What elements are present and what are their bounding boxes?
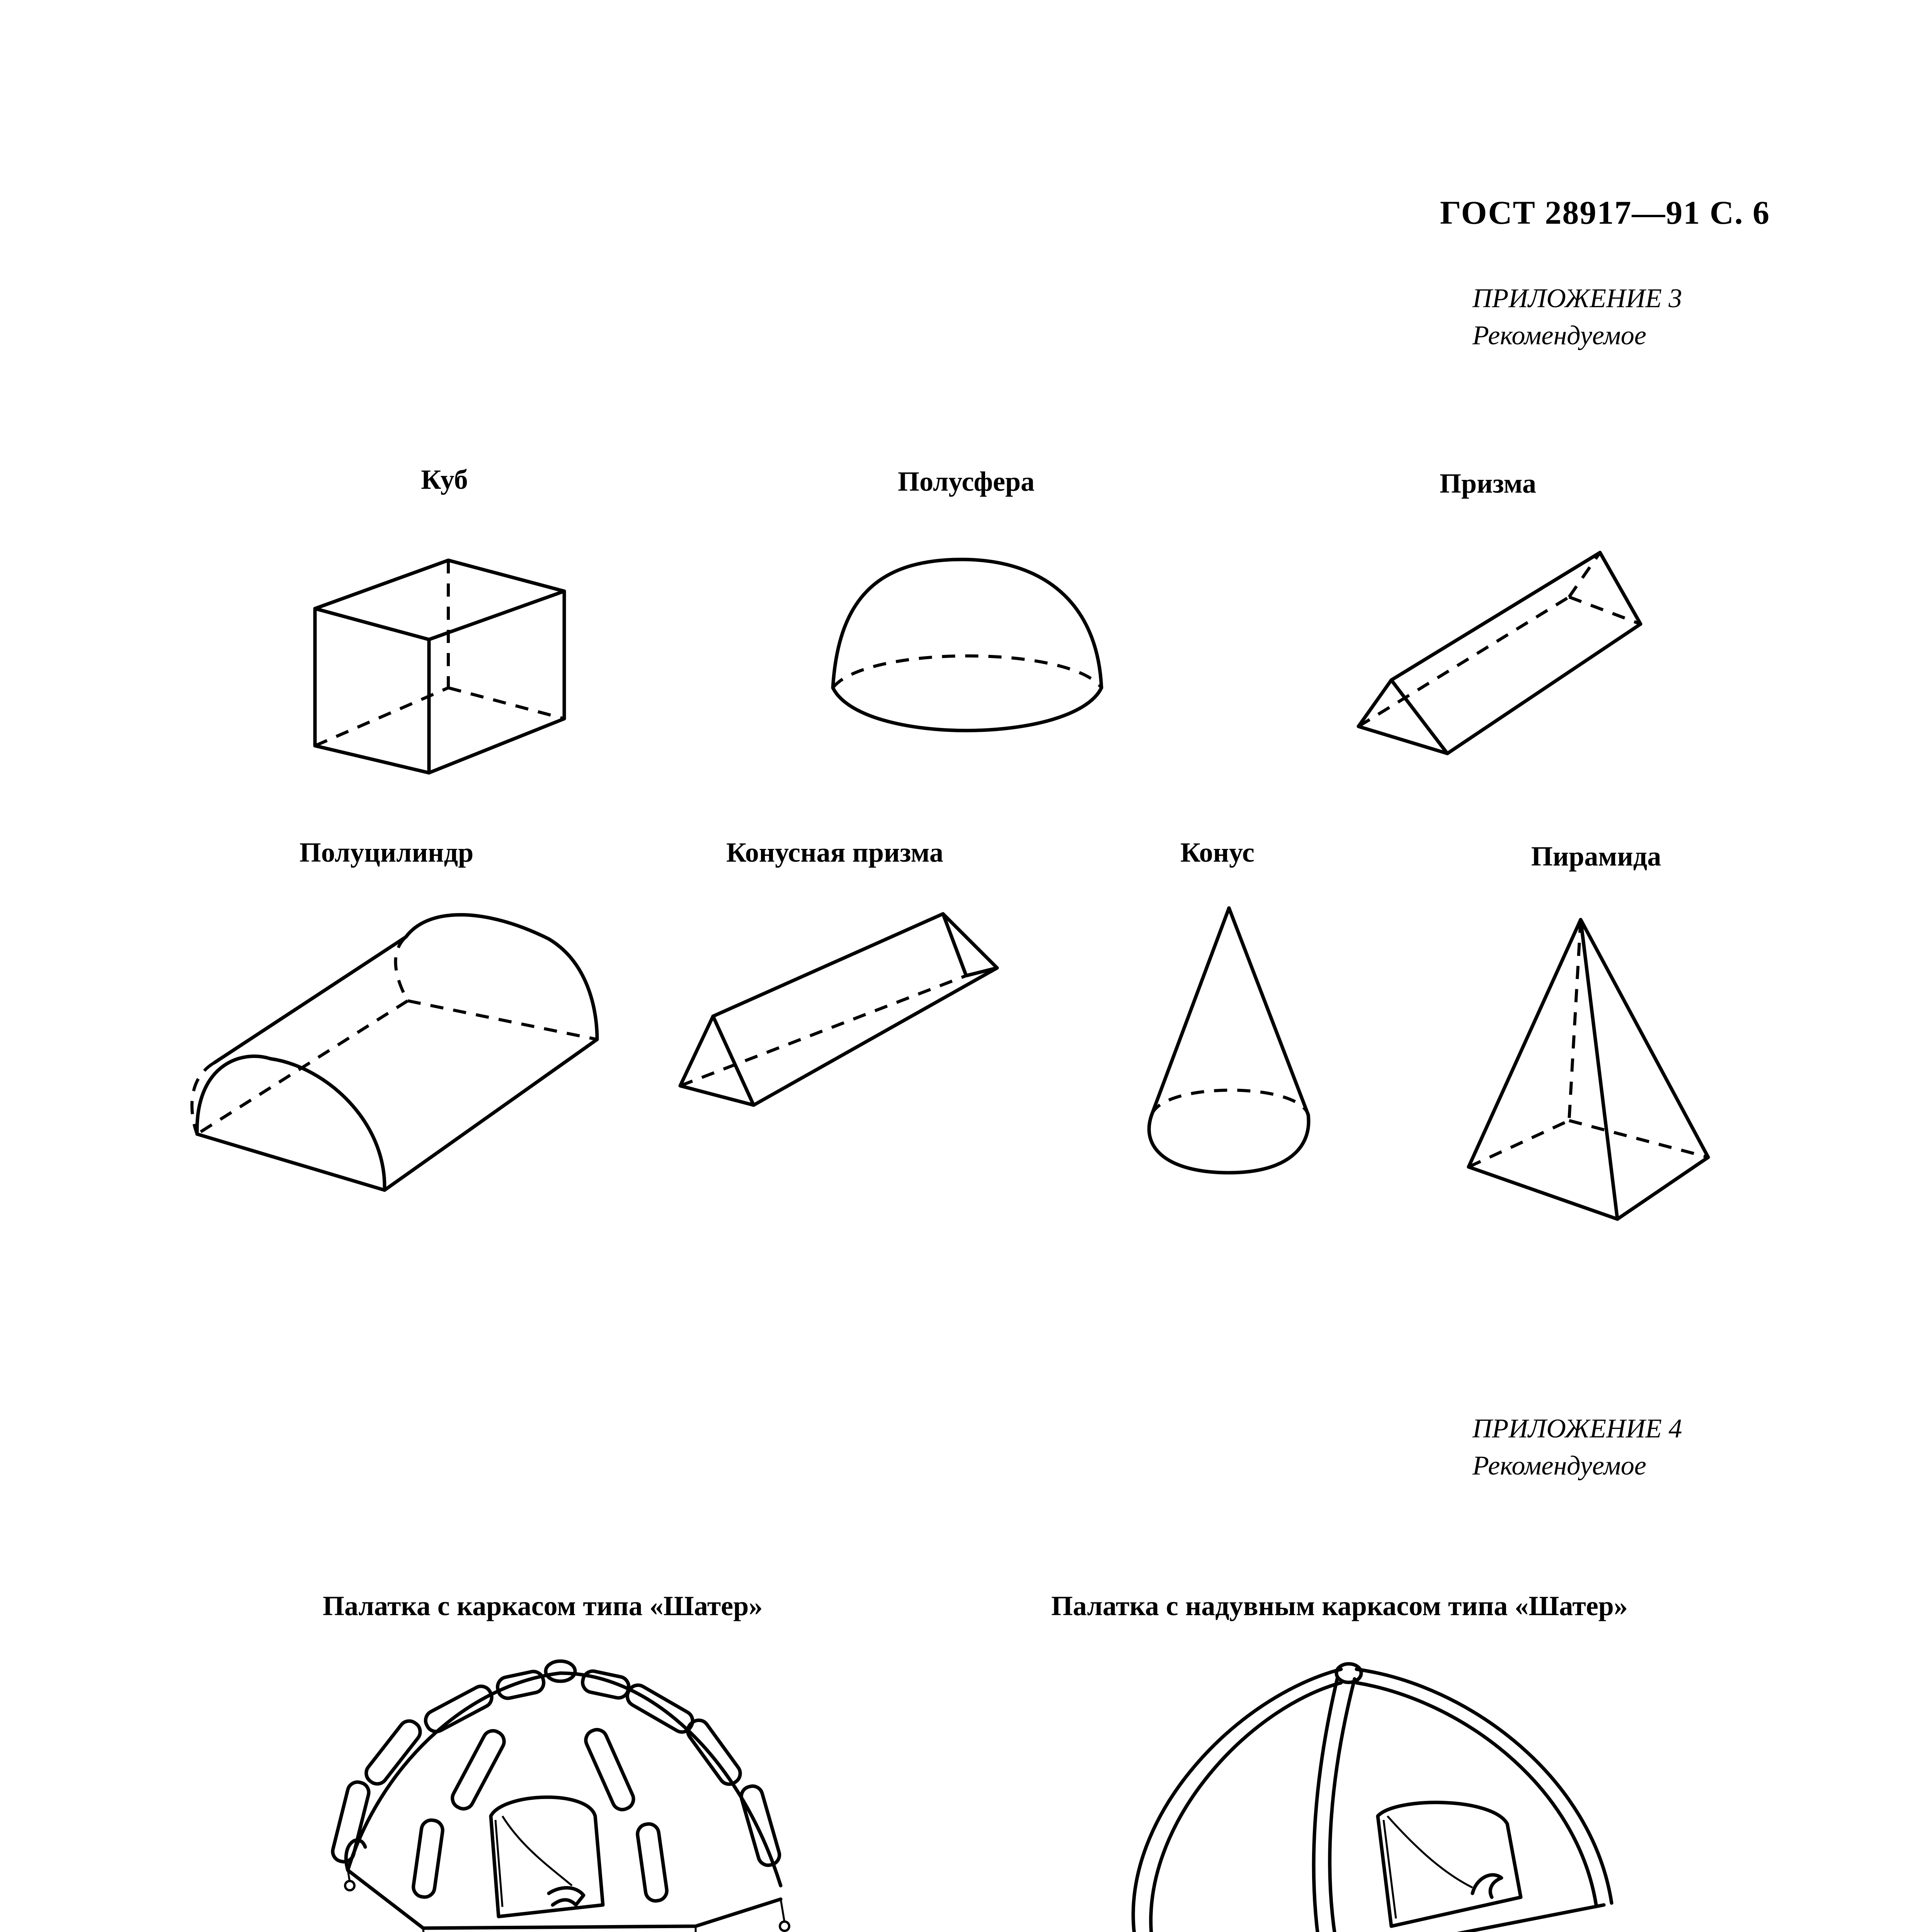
appendix-4-subtitle: Рекомендуемое (1472, 1451, 1646, 1481)
inflatable-dome-tent-icon (1121, 1650, 1623, 1932)
label-tapered-prism: Конусная призма (726, 837, 943, 868)
appendix-4-title: ПРИЛОЖЕНИЕ 4 (1472, 1414, 1682, 1444)
cone-icon (1136, 896, 1322, 1182)
label-tent-inflatable: Палатка с надувным каркасом типа «Шатер» (1051, 1590, 1628, 1621)
label-half-cylinder: Полуцилиндр (299, 837, 474, 868)
prism-icon (1345, 541, 1646, 765)
cube-icon (301, 541, 580, 781)
appendix-4-block (1472, 1410, 1682, 1485)
label-cone: Конус (1180, 837, 1254, 868)
label-tent-frame: Палатка с каркасом типа «Шатер» (323, 1590, 763, 1621)
hemisphere-icon (819, 549, 1113, 765)
pyramid-icon (1453, 904, 1724, 1236)
tapered-prism-icon (665, 896, 1013, 1113)
document-reference: ГОСТ 28917—91 С. 6 (1440, 194, 1770, 231)
label-cube: Куб (421, 464, 468, 495)
appendix-3-block (1472, 280, 1682, 354)
label-hemisphere: Полусфера (897, 466, 1035, 497)
frame-dome-tent-icon (329, 1646, 823, 1932)
label-pyramid: Пирамида (1531, 841, 1661, 872)
label-prism: Призма (1440, 468, 1536, 499)
half-cylinder-icon (182, 896, 607, 1206)
appendix-3-subtitle: Рекомендуемое (1472, 321, 1646, 350)
appendix-3-title: ПРИЛОЖЕНИЕ 3 (1472, 284, 1682, 313)
